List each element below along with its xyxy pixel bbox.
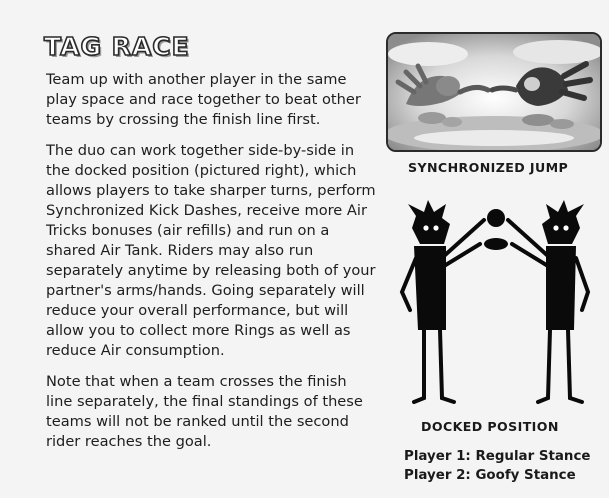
intro-paragraph: Team up with another player in the same play space and race together to beat other teams by crossing the finish line first. [46,71,361,128]
docked-position-diagram [398,198,594,412]
section-title: TAG RACE [44,32,190,61]
player-2-figure [508,200,588,402]
docked-position-caption: DOCKED POSITION [421,419,559,434]
joined-hands-top [487,209,505,227]
joined-hands-middle [484,238,508,250]
player-2-stance: Player 2: Goofy Stance [404,468,576,483]
finish-paragraph: Note that when a team crosses the finish line separately, the final standings of these teams will not be ranked until the second rider reaches the goal. [46,373,363,450]
player-1-figure [402,200,484,402]
synchronized-jump-caption: SYNCHRONIZED JUMP [408,160,569,175]
player-1-stance: Player 1: Regular Stance [404,449,591,464]
docked-paragraph: The duo can work together side-by-side in the docked position (pictured right), which allows players to take sharper turns, perform Synchronized Kick Dashes, receive more Air Tricks bonuses (air refills) and run on a shared Air Tank. Riders may also run separately anytime by releasing both of your partner's arms/hands. Going separately will reduce your overall performance, but will allow you to collect more Rings as well as reduce Air consumption. [46,142,376,359]
synchronized-jump-screenshot [386,32,602,152]
game-scene-image [388,34,600,150]
